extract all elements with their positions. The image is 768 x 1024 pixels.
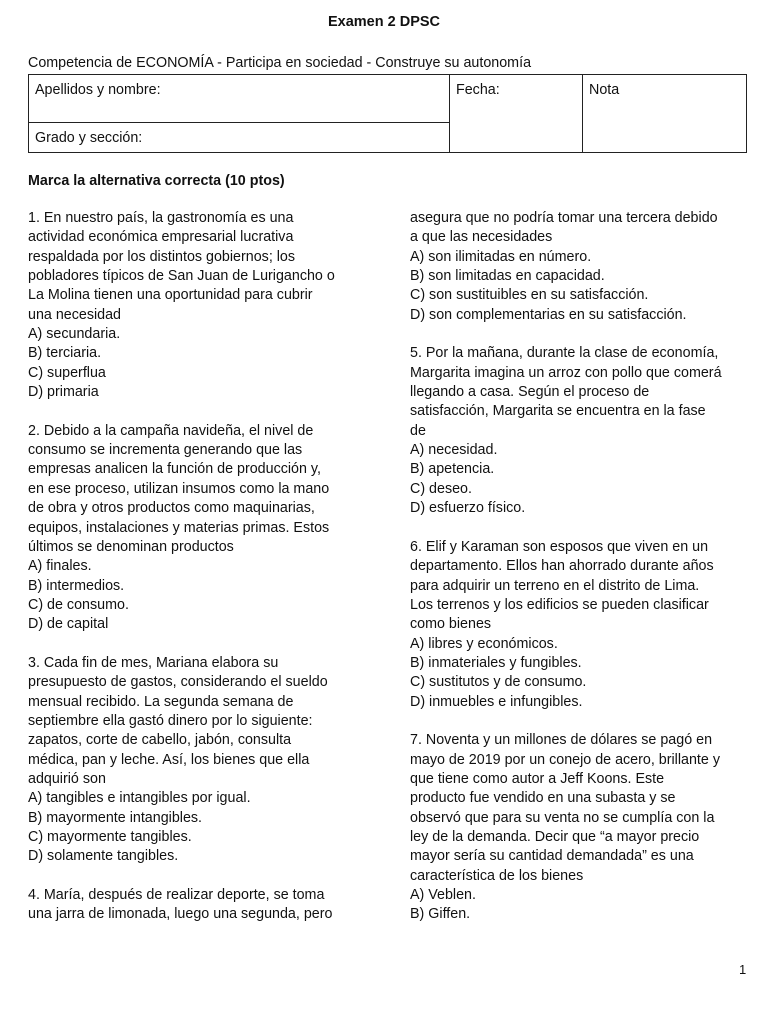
answer-option[interactable]: B) mayormente intangibles.	[28, 809, 203, 826]
question-text-line: 3. Cada fin de mes, Mariana elabora su	[28, 654, 279, 671]
question-text-line: 5. Por la mañana, durante la clase de economía,	[410, 345, 719, 362]
page-number: 1	[739, 962, 747, 977]
question-7	[410, 731, 755, 924]
answer-option[interactable]: C) deseo.	[410, 480, 472, 497]
question-text-line: médica, pan y leche. Así, los bienes que ella	[28, 751, 310, 768]
question-text-line: septiembre ella gastó dinero por lo siguiente:	[28, 712, 313, 729]
question-text-line: 7. Noventa y un millones de dólares se pagó en	[410, 732, 713, 749]
date-label: Fecha:	[456, 82, 500, 98]
answer-option[interactable]: D) solamente tangibles.	[28, 848, 179, 865]
answer-option[interactable]: D) son complementarias en su satisfacción.	[410, 306, 687, 323]
question-text-line: producto fue vendido en una subasta y se	[410, 790, 676, 807]
answer-option[interactable]: B) inmateriales y fungibles.	[410, 654, 582, 671]
student-info-table	[28, 74, 747, 153]
answer-option[interactable]: A) tangibles e intangibles por igual.	[28, 790, 251, 807]
question-text-line: Margarita imagina un arroz con pollo que comerá	[410, 364, 722, 381]
question-text-line: a que las necesidades	[410, 229, 553, 246]
question-text-line: asegura que no podría tomar una tercera debido	[410, 210, 718, 226]
answer-option[interactable]: B) son limitadas en capacidad.	[410, 268, 605, 285]
answer-option[interactable]: D) inmuebles e infungibles.	[410, 693, 583, 710]
grade-field[interactable]	[583, 75, 747, 153]
question-text-line: una necesidad	[28, 306, 122, 323]
answer-option[interactable]: D) de capital	[28, 616, 109, 633]
question-text-line: empresas analicen la función de producción y,	[28, 461, 321, 478]
question-text-line: últimos se denominan productos	[28, 538, 234, 555]
grade-label: Nota	[589, 82, 620, 98]
question-text-line: 1. En nuestro país, la gastronomía es una	[28, 210, 294, 226]
answer-option[interactable]: B) apetencia.	[410, 461, 495, 478]
answer-option[interactable]: A) finales.	[28, 558, 92, 575]
question-2	[28, 422, 378, 635]
question-text-line: departamento. Ellos han ahorrado durante años	[410, 558, 714, 575]
question-text-line: que tiene como autor a Jeff Koons. Este	[410, 770, 665, 787]
answer-option[interactable]: A) necesidad.	[410, 442, 498, 459]
answer-option[interactable]: B) terciaria.	[28, 345, 102, 362]
question-text-line: La Molina tienen una oportunidad para cubrir	[28, 287, 313, 304]
question-text-line: satisfacción, Margarita se encuentra en la fase	[410, 403, 706, 420]
question-text-line: como bienes	[410, 616, 492, 633]
question-text-line: presupuesto de gastos, considerando el sueldo	[28, 674, 328, 691]
question-1	[28, 209, 378, 402]
question-text-line: mayo de 2019 por un conejo de acero, brillante y	[410, 751, 720, 768]
question-text-line: de obra y otros productos como maquinarias,	[28, 500, 315, 517]
date-field[interactable]	[450, 75, 583, 153]
question-text-line: actividad económica empresarial lucrativa	[28, 229, 294, 246]
question-text-line: respaldada por los distintos gobiernos; los	[28, 248, 296, 265]
question-4-continued	[410, 209, 755, 325]
section-label: Grado y sección:	[35, 130, 143, 146]
answer-option[interactable]: D) esfuerzo físico.	[410, 500, 526, 517]
question-3	[28, 654, 378, 867]
question-text-line: adquirió son	[28, 770, 106, 787]
competency-subtitle: Competencia de ECONOMÍA - Participa en sociedad - Construye su autonomía	[28, 55, 532, 71]
question-text-line: 6. Elif y Karaman son esposos que viven en un	[410, 538, 709, 555]
question-text-line: ley de la demanda. Decir que “a mayor precio	[410, 829, 700, 845]
exam-title: Examen 2 DPSC	[327, 14, 441, 30]
name-label: Apellidos y nombre:	[35, 82, 161, 98]
section-field[interactable]	[29, 123, 450, 153]
question-text-line: para adquirir un terreno en el distrito de Lima.	[410, 577, 700, 594]
question-text-line: llegando a casa. Según el proceso de	[410, 384, 650, 401]
answer-option[interactable]: C) mayormente tangibles.	[28, 829, 192, 845]
answer-option[interactable]: A) secundaria.	[28, 326, 121, 343]
question-text-line: zapatos, corte de cabello, jabón, consulta	[28, 732, 292, 749]
answer-option[interactable]: C) superflua	[28, 364, 106, 381]
question-text-line: consumo se incrementa generando que las	[28, 442, 303, 459]
question-text-line: en ese proceso, utilizan insumos como la mano	[28, 480, 330, 497]
question-text-line: mensual recibido. La segunda semana de	[28, 693, 294, 710]
question-text-line: pobladores típicos de San Juan de Lurigancho o	[28, 268, 335, 285]
question-text-line: Los terrenos y los edificios se pueden clasificar	[410, 596, 709, 613]
question-text-line: 2. Debido a la campaña navideña, el nivel de	[28, 422, 314, 439]
left-column	[28, 209, 378, 925]
name-field[interactable]	[29, 75, 450, 123]
question-5	[410, 344, 755, 518]
answer-option[interactable]: B) intermedios.	[28, 577, 125, 594]
answer-option[interactable]: C) sustitutos y de consumo.	[410, 674, 587, 691]
section-instructions: Marca la alternativa correcta (10 ptos)	[28, 173, 285, 189]
question-text-line: una jarra de limonada, luego una segunda, pero	[28, 906, 333, 923]
question-text-line: característica de los bienes	[410, 867, 584, 884]
answer-option[interactable]: C) son sustituibles en su satisfacción.	[410, 287, 649, 304]
question-4-start	[28, 886, 378, 925]
answer-option[interactable]: B) Giffen.	[410, 906, 471, 923]
question-text-line: mayor sería su cantidad demandada” es una	[410, 848, 694, 865]
answer-option[interactable]: A) Veblen.	[410, 887, 476, 904]
answer-option[interactable]: A) son ilimitadas en número.	[410, 248, 592, 265]
right-column	[410, 209, 755, 925]
question-text-line: equipos, instalaciones y materias primas. Estos	[28, 519, 330, 536]
answer-option[interactable]: A) libres y económicos.	[410, 635, 558, 652]
question-text-line: observó que para su venta no se cumplía con la	[410, 809, 715, 826]
question-6	[410, 538, 755, 712]
answer-option[interactable]: D) primaria	[28, 384, 99, 401]
question-text-line: de	[410, 422, 426, 439]
answer-option[interactable]: C) de consumo.	[28, 596, 129, 613]
question-text-line: 4. María, después de realizar deporte, se toma	[28, 887, 325, 904]
